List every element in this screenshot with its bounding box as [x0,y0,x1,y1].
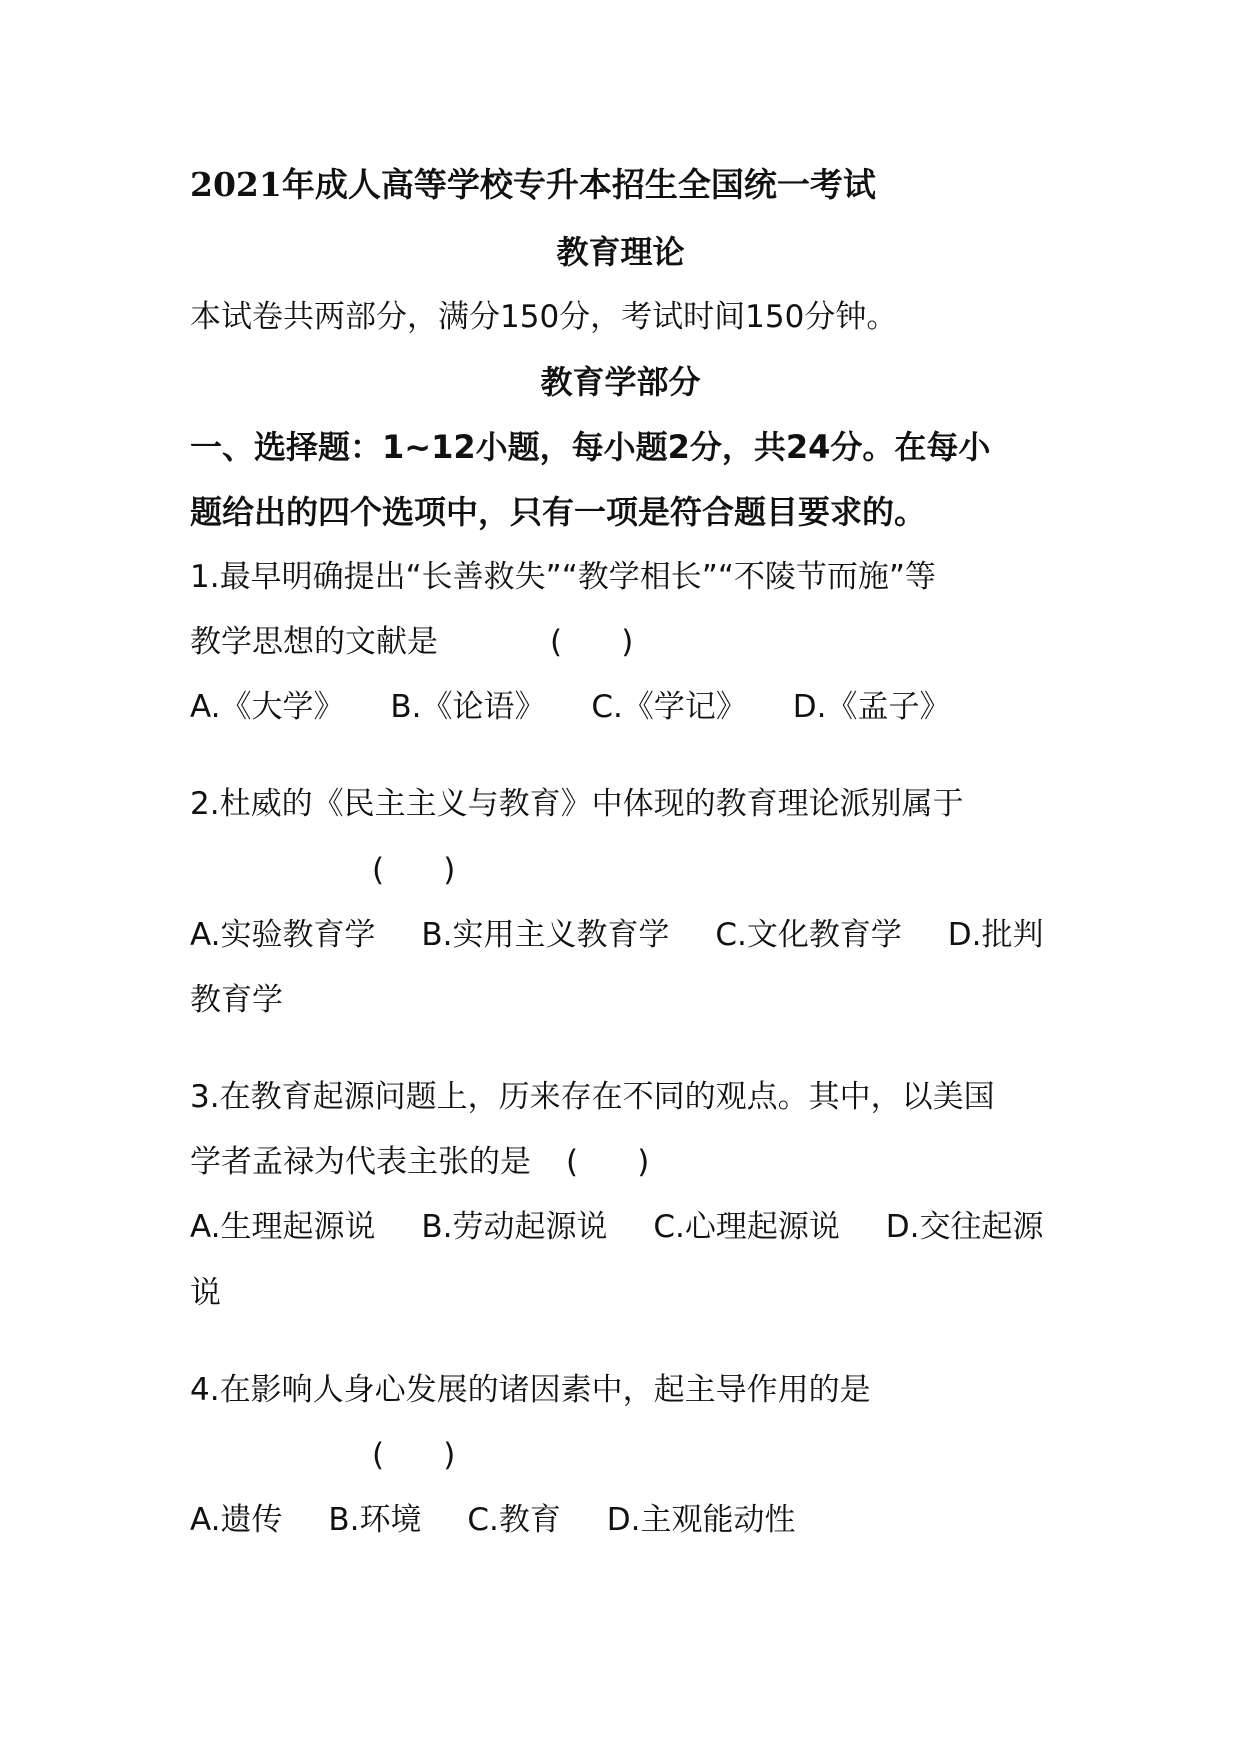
question-2-option-a: A.实验教育学 [190,917,376,953]
question-3-option-c: C.心理起源说 [653,1209,840,1245]
question-3-stem-line2: 学者孟禄为代表主张的是 [190,1144,531,1180]
question-2-option-d: D.批判 [947,917,1044,953]
question-4-options [190,1502,796,1538]
question-4-option-d: D.主观能动性 [606,1502,796,1538]
question-2-option-c: C.文化教育学 [715,917,902,953]
question-3-options [190,1209,1044,1245]
question-1-option-b: B.《论语》 [390,689,546,725]
subject-title: 教育理论 [556,233,685,271]
question-3-option-a: A.生理起源说 [190,1209,376,1245]
question-2-answer-blank: ( ) [372,852,456,888]
question-2-option-b: B.实用主义教育学 [421,917,670,953]
part-title: 教育学部分 [540,363,701,401]
question-1-option-d: D.《孟子》 [792,689,951,725]
question-3-option-d-continued: 说 [190,1275,221,1311]
question-1-options [190,689,951,725]
question-2-stem-line1: 2.杜威的《民主主义与教育》中体现的教育理论派别属于 [190,786,964,822]
question-1-stem-line2: 教学思想的文献是 [190,624,438,660]
question-4-option-c: C.教育 [467,1502,561,1538]
question-1-answer-blank: ( ) [550,624,634,660]
question-1-option-a: A.《大学》 [190,689,345,725]
exam-notice: 本试卷共两部分，满分150分，考试时间150分钟。 [190,299,898,335]
question-3-option-d: D.交往起源 [885,1209,1044,1245]
question-4-answer-blank: ( ) [372,1437,456,1473]
question-1-option-c: C.《学记》 [591,689,747,725]
question-4-option-a: A.遗传 [190,1502,283,1538]
section-heading-line1: 一、选择题：1~12小题，每小题2分，共24分。在每小 [190,428,991,466]
question-3-option-b: B.劳动起源说 [421,1209,608,1245]
question-4-option-b: B.环境 [328,1502,422,1538]
question-4-stem-line1: 4.在影响人身心发展的诸因素中，起主导作用的是 [190,1372,871,1408]
question-3-stem-line1: 3.在教育起源问题上，历来存在不同的观点。其中，以美国 [190,1079,995,1115]
question-2-options [190,917,1044,953]
question-1-stem-line1: 1.最早明确提出“长善救失”“教学相长”“不陵节而施”等 [190,559,936,595]
question-2-option-d-continued: 教育学 [190,982,283,1018]
section-heading-line2: 题给出的四个选项中，只有一项是符合题目要求的。 [190,493,927,531]
question-3-answer-blank: ( ) [566,1144,650,1180]
exam-title: 2021年成人高等学校专升本招生全国统一考试 [190,165,876,204]
